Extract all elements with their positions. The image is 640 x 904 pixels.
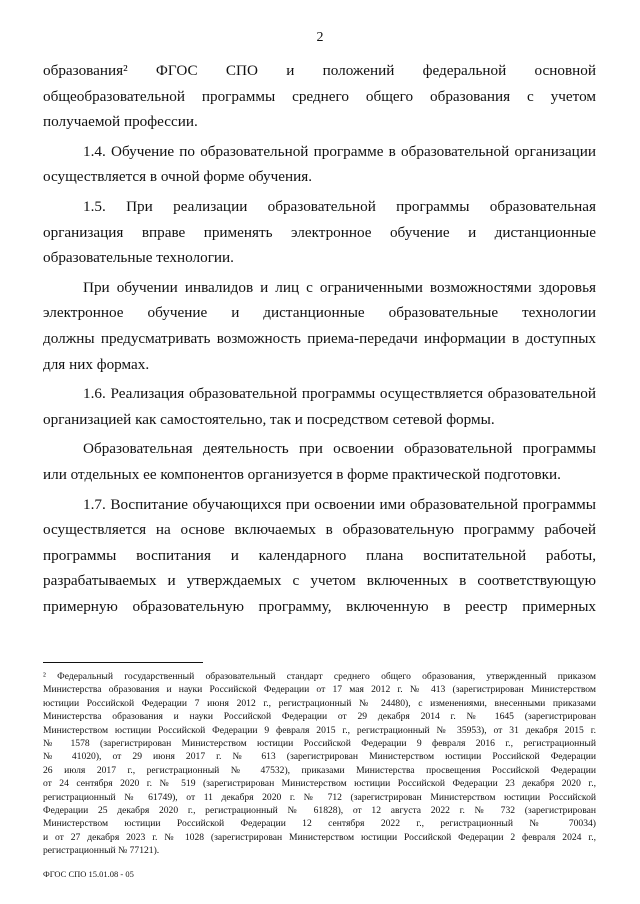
text-line: 1.4. Обучение по образовательной программе в образовательной организации	[83, 142, 596, 160]
text-line: общеобразовательной программы среднего общего образования с учетом	[43, 87, 596, 105]
text-line: При обучении инвалидов и лиц с ограниченными возможностями здоровья	[83, 278, 596, 296]
text-line: образования² ФГОС СПО и положений федеральной основной	[43, 62, 596, 79]
footnote-line: от 24 сентября 2020 г. № 519 (зарегистрирован Министерством юстиции Российской Федерации 23 декабря 2020 г.,	[43, 778, 596, 790]
text-line: образовательные технологии.	[43, 249, 234, 267]
footnote-divider	[43, 662, 203, 663]
paragraph	[43, 194, 596, 271]
footnote	[43, 670, 596, 858]
text-line: организацией как самостоятельно, так и посредством сетевой формы.	[43, 410, 495, 428]
paragraph	[43, 139, 596, 190]
text-line: должны предусматривать возможность приема-передачи информации в доступных	[43, 329, 596, 347]
text-line: Образовательная деятельность при освоении образовательной программы	[83, 440, 596, 458]
footnote-line: Министерством юстиции Российской Федерации 9 февраля 2015 г., регистрационный № 35953), от 31 декабря 2015 г.	[43, 724, 596, 736]
text-line: или отдельных ее компонентов организуется в форме практической подготовки.	[43, 465, 561, 483]
footnote-line: юстиции Российской Федерации 7 июня 2012 г., регистрационный № 24480), с изменениями, внесенными приказами	[43, 697, 596, 709]
text-line: 1.7. Воспитание обучающихся при освоении ими образовательной программы	[83, 495, 596, 513]
text-line: осуществляется в очной форме обучения.	[43, 168, 313, 186]
paragraph	[43, 436, 596, 487]
paragraph	[43, 58, 596, 135]
text-line: электронное обучение и дистанционные образовательные технологии	[43, 304, 596, 322]
text-line: разрабатываемых и утверждаемых с учетом включенных в соответствующую	[43, 572, 596, 590]
text-line: примерную образовательную программу, включенную в реестр примерных	[43, 597, 596, 615]
footnote-line: и от 27 декабря 2023 г. № 1028 (зарегистрирован Министерством юстиции Российской Федерации 2 февраля 2024 г.,	[43, 831, 596, 843]
footnote-line: Министерства образования и науки Российской Федерации от 29 декабря 2014 г. № 1645 (зарегистрирован	[43, 711, 596, 723]
document-code: ФГОС СПО 15.01.08 - 05	[43, 869, 134, 879]
page-number: 2	[316, 30, 324, 45]
body-text	[43, 58, 596, 623]
text-line: программы воспитания и календарного плана воспитательной работы,	[43, 546, 596, 564]
paragraph	[43, 381, 596, 432]
text-line: осуществляется на основе включаемых в образовательную программу рабочей	[43, 521, 596, 539]
text-line: для них формах.	[43, 355, 150, 373]
footnote-line: № 1578 (зарегистрирован Министерством юстиции Российской Федерации 9 февраля 2016 г., регистрационный	[43, 738, 596, 750]
footnote-line: Федерации 25 декабря 2020 г., регистрационный № 61828), от 12 августа 2022 г. № 732 (зарегистрирован	[43, 805, 596, 817]
text-line: 1.6. Реализация образовательной программы осуществляется образовательной	[83, 385, 596, 403]
text-line: 1.5. При реализации образовательной программы образовательная	[83, 197, 596, 215]
paragraph	[43, 275, 596, 377]
footnote-line: Министерства образования и науки Российской Федерации от 17 мая 2012 г. № 413 (зарегистрирован Министерством	[43, 684, 596, 696]
text-line: получаемой профессии.	[43, 113, 198, 131]
paragraph	[43, 492, 596, 620]
footnote-line: № 41020), от 29 июня 2017 г. № 613 (зарегистрирован Министерством юстиции Российской Федерации	[43, 751, 596, 763]
footnote-line: регистрационный № 77121).	[43, 845, 160, 857]
footnote-line: ² Федеральный государственный образовательный стандарт среднего общего образования, утвержденный приказом	[43, 671, 596, 682]
footnote-line: регистрационный № 61749), от 11 декабря 2020 г. № 712 (зарегистрирован Министерством юстиции Российской	[43, 791, 596, 803]
text-line: организация вправе применять электронное обучение и дистанционные	[43, 223, 596, 241]
footnote-line: Министерством юстиции Российской Федерации 12 сентября 2022 г., регистрационный № 70034)	[43, 818, 596, 830]
footnote-line: 26 июля 2017 г., регистрационный № 47532), приказами Министерства просвещения Российской Федерации	[43, 764, 596, 776]
